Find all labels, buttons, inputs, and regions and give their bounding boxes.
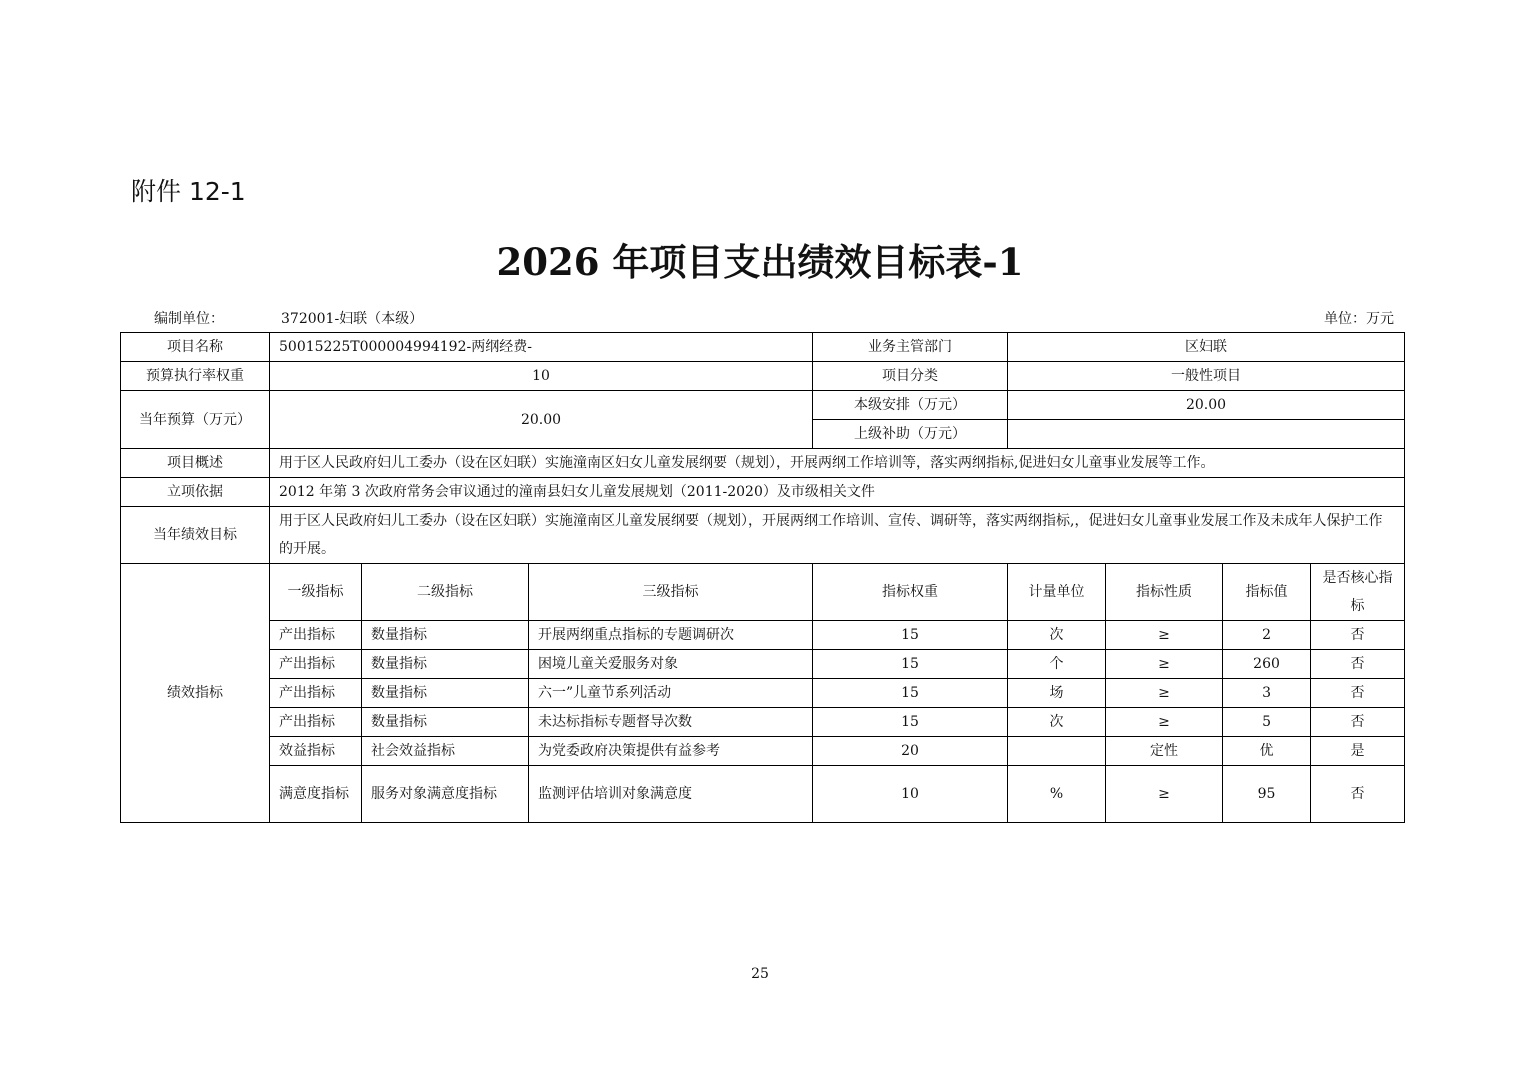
header-nature: 指标性质 <box>1106 564 1223 621</box>
row-level2: 数量指标 <box>362 650 529 679</box>
exec-weight-label: 预算执行率权重 <box>121 362 270 391</box>
basis-value: 2012 年第 3 次政府常务会审议通过的潼南县妇女儿童发展规划（2011-2020）及市级相关文件 <box>270 478 1405 507</box>
row-level2: 数量指标 <box>362 621 529 650</box>
row-level3: 困境儿童关爱服务对象 <box>529 650 813 679</box>
row-unit: 次 <box>1008 708 1106 737</box>
row-level3: 未达标指标专题督导次数 <box>529 708 813 737</box>
row-core: 否 <box>1311 621 1405 650</box>
dept-label: 业务主管部门 <box>813 333 1008 362</box>
row-nature: ≥ <box>1106 679 1223 708</box>
performance-table <box>120 332 1405 823</box>
goal-label: 当年绩效目标 <box>121 507 270 564</box>
table-row <box>121 737 1405 766</box>
row-weight: 20 <box>813 737 1008 766</box>
row-unit: % <box>1008 766 1106 823</box>
row-unit: 次 <box>1008 621 1106 650</box>
row-level2: 数量指标 <box>362 708 529 737</box>
row-nature: ≥ <box>1106 650 1223 679</box>
row-nature: ≥ <box>1106 766 1223 823</box>
row-nature: 定性 <box>1106 737 1223 766</box>
table-row <box>121 650 1405 679</box>
row-level3: 为党委政府决策提供有益参考 <box>529 737 813 766</box>
row-core: 是 <box>1311 737 1405 766</box>
row-level3: 开展两纲重点指标的专题调研次 <box>529 621 813 650</box>
unit-row <box>120 306 1404 330</box>
overview-label: 项目概述 <box>121 449 270 478</box>
header-level2: 二级指标 <box>362 564 529 621</box>
row-value: 3 <box>1223 679 1311 708</box>
category-value: 一般性项目 <box>1008 362 1405 391</box>
compiling-unit-label: 编制单位： <box>154 311 224 327</box>
row-core: 否 <box>1311 650 1405 679</box>
local-arrange-label: 本级安排（万元） <box>813 391 1008 420</box>
row-level1: 效益指标 <box>270 737 362 766</box>
compiling-unit-value: 372001-妇联（本级） <box>281 311 424 327</box>
row-nature: ≥ <box>1106 621 1223 650</box>
row-level1: 满意度指标 <box>270 766 362 823</box>
row-weight: 15 <box>813 708 1008 737</box>
row-weight: 15 <box>813 621 1008 650</box>
row-level1: 产出指标 <box>270 650 362 679</box>
header-core: 是否核心指标 <box>1311 564 1405 621</box>
budget-value: 20.00 <box>270 391 813 449</box>
table-row <box>121 679 1405 708</box>
row-nature: ≥ <box>1106 708 1223 737</box>
header-unit: 计量单位 <box>1008 564 1106 621</box>
row-weight: 15 <box>813 650 1008 679</box>
table-row <box>121 766 1405 823</box>
row-weight: 10 <box>813 766 1008 823</box>
row-value: 优 <box>1223 737 1311 766</box>
superior-subsidy-value <box>1008 420 1405 449</box>
basis-label: 立项依据 <box>121 478 270 507</box>
project-name-label: 项目名称 <box>121 333 270 362</box>
row-unit: 场 <box>1008 679 1106 708</box>
row-unit: 个 <box>1008 650 1106 679</box>
overview-value: 用于区人民政府妇儿工委办（设在区妇联）实施潼南区妇女儿童发展纲要（规划），开展两纲工作培训等，落实两纲指标,促进妇女儿童事业发展等工作。 <box>270 449 1405 478</box>
row-core: 否 <box>1311 708 1405 737</box>
exec-weight-value: 10 <box>270 362 813 391</box>
row-value: 2 <box>1223 621 1311 650</box>
row-value: 95 <box>1223 766 1311 823</box>
header-weight: 指标权重 <box>813 564 1008 621</box>
page-title: 2026 年项目支出绩效目标表-1 <box>496 240 1024 284</box>
table-row <box>121 621 1405 650</box>
page-number: 25 <box>751 966 769 982</box>
row-core: 否 <box>1311 679 1405 708</box>
row-level2: 社会效益指标 <box>362 737 529 766</box>
row-level3: 监测评估培训对象满意度 <box>529 766 813 823</box>
superior-subsidy-label: 上级补助（万元） <box>813 420 1008 449</box>
dept-value: 区妇联 <box>1008 333 1405 362</box>
money-unit: 单位：万元 <box>1324 311 1394 327</box>
project-name-value: 50015225T000004994192-两纲经费- <box>270 333 813 362</box>
header-level3: 三级指标 <box>529 564 813 621</box>
table-row <box>121 708 1405 737</box>
row-core: 否 <box>1311 766 1405 823</box>
row-level2: 数量指标 <box>362 679 529 708</box>
row-value: 260 <box>1223 650 1311 679</box>
row-unit <box>1008 737 1106 766</box>
row-value: 5 <box>1223 708 1311 737</box>
category-label: 项目分类 <box>813 362 1008 391</box>
row-level1: 产出指标 <box>270 621 362 650</box>
indicators-section-label: 绩效指标 <box>121 564 270 823</box>
row-level3: 六一”儿童节系列活动 <box>529 679 813 708</box>
header-level1: 一级指标 <box>270 564 362 621</box>
header-value: 指标值 <box>1223 564 1311 621</box>
row-level1: 产出指标 <box>270 708 362 737</box>
local-arrange-value: 20.00 <box>1008 391 1405 420</box>
budget-label: 当年预算（万元） <box>121 391 270 449</box>
row-level2: 服务对象满意度指标 <box>362 766 529 823</box>
goal-value: 用于区人民政府妇儿工委办（设在区妇联）实施潼南区儿童发展纲要（规划），开展两纲工作培训、宣传、调研等，落实两纲指标,，促进妇女儿童事业发展工作及未成年人保护工作的开展。 <box>270 507 1405 564</box>
attachment-label: 附件 12-1 <box>131 177 246 206</box>
row-level1: 产出指标 <box>270 679 362 708</box>
row-weight: 15 <box>813 679 1008 708</box>
